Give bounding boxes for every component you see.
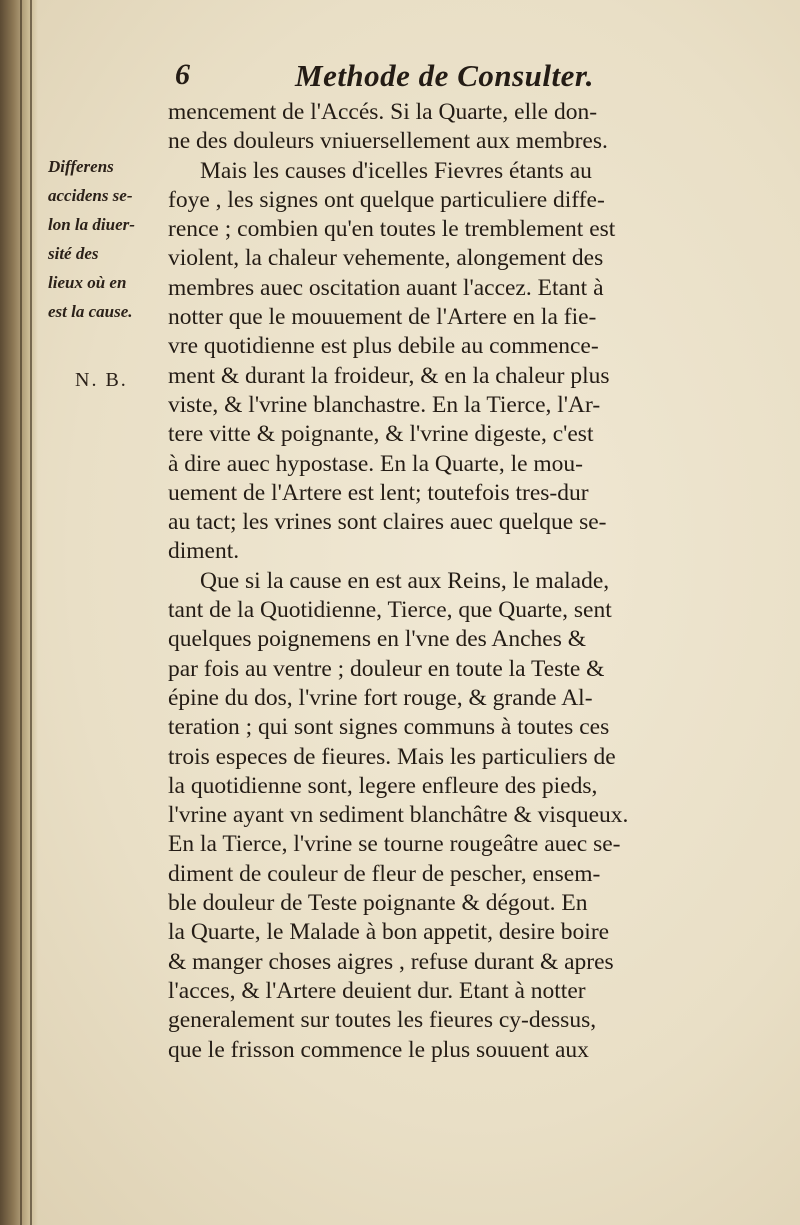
text-line: uement de l'Artere est lent; toutefois tres-dur <box>168 479 589 506</box>
text-line: par fois au ventre ; douleur en toute la Teste & <box>168 655 605 682</box>
text-line: ne des douleurs vniuersellement aux membres. <box>168 128 608 155</box>
text-line: viste, & l'vrine blanchastre. En la Tierce, l'Ar- <box>168 391 601 418</box>
text-line: épine du dos, l'vrine fort rouge, & grande Al- <box>168 684 593 711</box>
text-line: mencement de l'Accés. Si la Quarte, elle don- <box>168 99 598 125</box>
text-line: & manger choses aigres , refuse durant & apres <box>168 948 614 975</box>
text-line: ment & durant la froideur, & en la chaleur plus <box>168 362 610 389</box>
text-line: Mais les causes d'icelles Fievres étants au <box>200 157 592 184</box>
page-gutter-shadow <box>0 0 38 1225</box>
margin-note-line: lieux où en <box>48 273 127 292</box>
margin-nota-bene: N. B. <box>75 369 128 391</box>
text-line: l'vrine ayant vn sediment blanchâtre & visqueux. <box>168 802 629 829</box>
text-line: membres auec oscitation auant l'accez. Etant à <box>168 274 604 301</box>
text-line: tant de la Quotidienne, Tierce, que Quarte, sent <box>168 597 612 624</box>
text-line: ble douleur de Teste poignante & dégout. En <box>168 890 588 917</box>
text-line: au tact; les vrines sont claires auec quelque se- <box>168 509 607 536</box>
text-line: Que si la cause en est aux Reins, le malade, <box>200 567 610 594</box>
text-line: l'acces, & l'Artere deuient dur. Etant à notter <box>168 977 586 1004</box>
text-line: violent, la chaleur vehemente, alongement des <box>168 245 604 272</box>
text-line: la Quarte, le Malade à bon appetit, desire boire <box>168 919 610 946</box>
text-line: foye , les signes ont quelque particuliere diffe- <box>168 186 605 213</box>
body-text <box>160 98 720 1065</box>
margin-note <box>48 152 168 326</box>
margin-note-line: est la cause. <box>48 302 133 321</box>
margin-note-line: accidens se- <box>48 186 133 205</box>
running-title: Methode de Consulter. <box>295 58 595 93</box>
text-line: rence ; combien qu'en toutes le tremblement est <box>168 216 616 243</box>
margin-note-line: sité des <box>48 244 99 263</box>
margin-note-line: Differens <box>48 157 114 176</box>
text-line: que le frisson commence le plus souuent aux <box>168 1036 589 1063</box>
gutter-line <box>30 0 32 1225</box>
text-line: la quotidienne sont, legere enfleure des pieds, <box>168 772 598 799</box>
gutter-line <box>20 0 22 1225</box>
text-line: En la Tierce, l'vrine se tourne rougeâtre auec se- <box>168 831 621 858</box>
text-line: generalement sur toutes les fieures cy-dessus, <box>168 1007 597 1034</box>
page-number: 6 <box>175 58 190 91</box>
text-line: quelques poignemens en l'vne des Anches & <box>168 626 587 653</box>
text-line: diment. <box>168 538 240 565</box>
text-line: teration ; qui sont signes communs à toutes ces <box>168 714 610 741</box>
margin-note-line: lon la diuer- <box>48 215 135 234</box>
text-line: trois especes de fieures. Mais les particuliers de <box>168 743 616 770</box>
text-line: tere vitte & poignante, & l'vrine digeste, c'est <box>168 421 594 448</box>
text-line: à dire auec hypostase. En la Quarte, le mou- <box>168 450 584 477</box>
text-line: notter que le mouuement de l'Artere en la fie- <box>168 304 597 331</box>
text-line: vre quotidienne est plus debile au commence- <box>168 333 599 360</box>
text-line: diment de couleur de fleur de pescher, ensem- <box>168 860 601 887</box>
